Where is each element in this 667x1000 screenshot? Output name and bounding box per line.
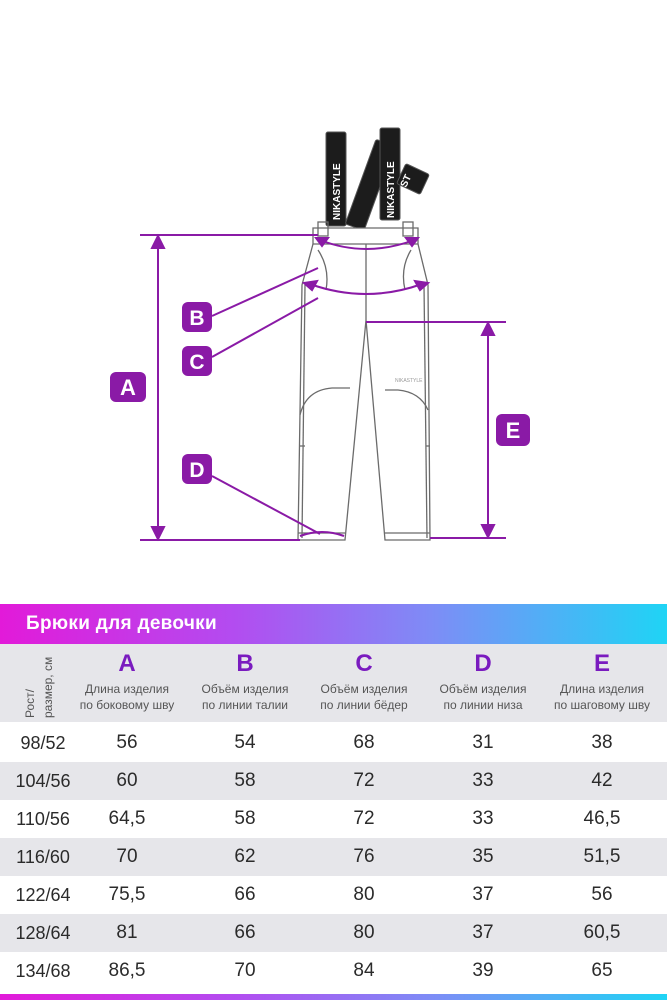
cell-a: 70 bbox=[116, 846, 138, 867]
cell-e: 42 bbox=[591, 770, 613, 791]
measurement-lines bbox=[140, 235, 506, 540]
suspenders bbox=[326, 128, 429, 231]
cell-d: 31 bbox=[472, 732, 494, 753]
table-row bbox=[0, 800, 667, 838]
cell-b: 70 bbox=[234, 960, 256, 981]
cell-c: 72 bbox=[353, 770, 375, 791]
svg-text:B: B bbox=[189, 307, 205, 330]
cell-a: 81 bbox=[116, 922, 138, 943]
cell-c: 68 bbox=[353, 732, 375, 753]
table-row bbox=[0, 762, 667, 800]
cell-e: 60,5 bbox=[583, 922, 621, 943]
header-letter-c: C bbox=[355, 650, 373, 677]
pants-tag-text: NIKASTYLE bbox=[395, 378, 423, 384]
svg-text:Рост/: Рост/ bbox=[23, 689, 37, 718]
header-label-d: Объём изделия по линии низа bbox=[439, 682, 527, 712]
strap-right-text: NIKASTYLE bbox=[386, 161, 397, 218]
table-header bbox=[0, 644, 667, 722]
row-size: 122/64 bbox=[15, 885, 71, 905]
badge-e bbox=[496, 414, 530, 446]
cell-b: 58 bbox=[234, 808, 256, 829]
row-size: 134/68 bbox=[15, 961, 71, 981]
cell-b: 54 bbox=[234, 732, 256, 753]
badge-b bbox=[182, 302, 212, 332]
cell-a: 56 bbox=[116, 732, 138, 753]
table-row bbox=[0, 914, 667, 952]
badge-a bbox=[110, 372, 146, 402]
size-column-header bbox=[2, 648, 72, 718]
row-size: 110/56 bbox=[16, 809, 70, 829]
header-label-b: Объём изделия по линии талии bbox=[201, 682, 289, 712]
cell-b: 58 bbox=[234, 770, 256, 791]
table-row bbox=[0, 952, 667, 990]
strap-buckle-text: ST bbox=[398, 173, 415, 190]
bottom-gradient-bar bbox=[0, 994, 667, 1000]
table-row bbox=[0, 838, 667, 876]
row-size: 116/60 bbox=[16, 847, 70, 867]
row-size: 98/52 bbox=[20, 733, 66, 753]
svg-text:размер, см: размер, см bbox=[41, 656, 55, 718]
cell-e: 38 bbox=[591, 732, 613, 753]
cell-c: 72 bbox=[353, 808, 375, 829]
cell-a: 60 bbox=[116, 770, 138, 791]
header-letter-e: E bbox=[593, 650, 610, 677]
svg-text:D: D bbox=[189, 459, 205, 482]
svg-text:A: A bbox=[120, 375, 136, 400]
badge-d bbox=[182, 454, 212, 484]
cell-c: 76 bbox=[353, 846, 375, 867]
cell-c: 84 bbox=[353, 960, 375, 981]
header-label-a: Длина изделия по боковому шву bbox=[79, 682, 175, 712]
cell-e: 56 bbox=[591, 884, 613, 905]
row-size: 104/56 bbox=[15, 771, 71, 791]
row-size: 128/64 bbox=[15, 923, 71, 943]
cell-d: 35 bbox=[472, 846, 494, 867]
cell-b: 66 bbox=[234, 884, 256, 905]
cell-b: 66 bbox=[234, 922, 256, 943]
cell-d: 33 bbox=[472, 770, 494, 791]
header-letter-b: B bbox=[236, 650, 254, 677]
cell-d: 37 bbox=[472, 922, 494, 943]
title-bar bbox=[0, 604, 667, 644]
cell-a: 86,5 bbox=[108, 960, 146, 981]
cell-d: 33 bbox=[472, 808, 494, 829]
header-label-e: Длина изделия по шаговому шву bbox=[554, 682, 650, 712]
strap-left-text: NIKASTYLE bbox=[332, 163, 343, 220]
cell-d: 37 bbox=[472, 884, 494, 905]
cell-e: 65 bbox=[591, 960, 613, 981]
cell-a: 75,5 bbox=[108, 884, 146, 905]
svg-text:E: E bbox=[505, 418, 521, 443]
cell-a: 64,5 bbox=[108, 808, 146, 829]
badge-c bbox=[182, 346, 212, 376]
cell-d: 39 bbox=[472, 960, 494, 981]
table-row bbox=[0, 876, 667, 914]
cell-c: 80 bbox=[353, 922, 375, 943]
header-label-c: Объём изделия по линии бёдер bbox=[320, 682, 408, 712]
svg-text:C: C bbox=[189, 351, 205, 374]
cell-b: 62 bbox=[234, 846, 256, 867]
cell-e: 46,5 bbox=[583, 808, 621, 829]
header-letter-a: A bbox=[118, 650, 136, 677]
table-row bbox=[0, 724, 667, 762]
page-title: Брюки для девочки bbox=[26, 613, 217, 634]
cell-e: 51,5 bbox=[583, 846, 621, 867]
header-letter-d: D bbox=[474, 650, 492, 677]
cell-c: 80 bbox=[353, 884, 375, 905]
